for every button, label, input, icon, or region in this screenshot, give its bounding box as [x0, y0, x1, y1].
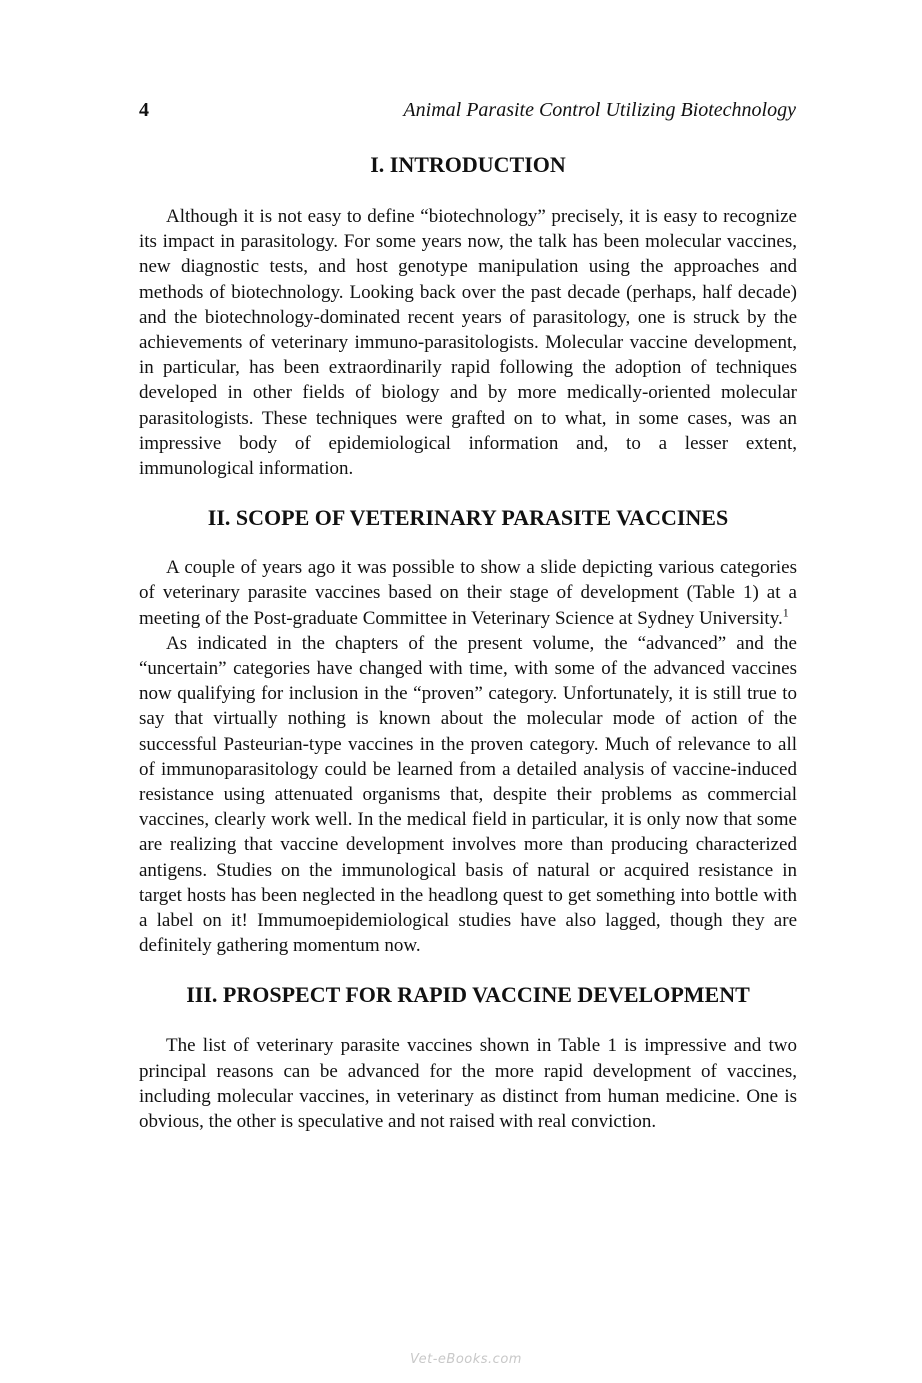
section-heading: I. INTRODUCTION: [370, 152, 566, 177]
paragraph: Although it is not easy to define “biotechnology” precisely, it is easy to recognize its impact in parasitology. For some years now, the talk has been molecular vaccines, new diagnostic tests, and host genotype manipulation using the approaches and methods of biotechnology. Looking back over the past decade (perhaps, half decade) and the biotechnology-dominated recent years of parasitology, one is struck by the achievements of veterinary immuno-parasitologists. Molecular vaccine development, in particular, has been extraordinarily rapid following the adoption of techniques developed in other fields of biology and by more medically-oriented molecular parasitologists. These techniques were grafted on to what, in some cases, was an impressive body of epidemiological information and, to a lesser extent, immunological information.: [139, 206, 797, 480]
footnote-marker: 1: [782, 605, 789, 620]
section-heading: II. SCOPE OF VETERINARY PARASITE VACCINES: [207, 505, 729, 531]
section-scope: [139, 503, 797, 958]
watermark-logo: Vet-eBooks.com: [410, 1352, 522, 1367]
paragraph: The list of veterinary parasite vaccines shown in Table 1 is impressive and two principal reasons can be advanced for the more rapid development of vaccines, including molecular vaccines, in veterinary as distinct from human medicine. One is obvious, the other is speculative and not raised with real conviction.: [139, 1035, 797, 1133]
section-prospect: [139, 980, 797, 1134]
section-introduction: [139, 150, 797, 481]
running-head: Animal Parasite Control Utilizing Biotechnology: [403, 99, 796, 121]
paragraph: As indicated in the chapters of the present volume, the “advanced” and the “uncertain” categories have changed with time, with some of the advanced vaccines now qualifying for inclusion in the “proven” category. Unfortunately, it is still true to say that virtually nothing is known about the molecular mode of action of the successful Pasteurian-type vaccines in the proven category. Much of relevance to all of immunoparasitology could be learned from a detailed analysis of vaccine-induced resistance using attenuated organisms that, despite their problems as commercial vaccines, clearly work well. In the medical field in particular, it is only now that some are realizing that vaccine development involves more than producing characterized antigens. Studies on the immunological basis of natural or acquired resistance in target hosts has been neglected in the headlong quest to get something into bottle with a label on it! Immumoepidemiological studies have also lagged, though they are definitely gathering momentum now.: [139, 632, 797, 957]
section-heading: III. PROSPECT FOR RAPID VACCINE DEVELOPMENT: [186, 982, 750, 1008]
paragraph-text: A couple of years ago it was possible to show a slide depicting various categories of veterinary parasite vaccines based on their stage of development (Table 1) at a meeting of the Post-graduate Committee in Veterinary Science at Sydney University.: [139, 557, 797, 629]
page-body: [139, 150, 797, 1134]
paragraph: [139, 555, 797, 631]
page-number: 4: [139, 99, 149, 121]
